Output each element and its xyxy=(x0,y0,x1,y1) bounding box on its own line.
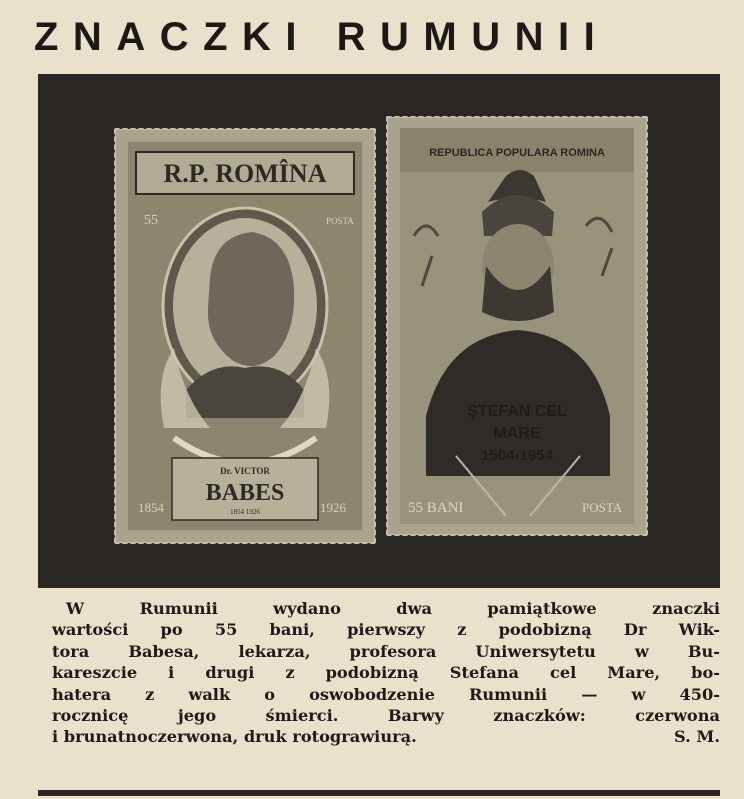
stamp-babes-year-left: 1854 xyxy=(138,500,164,515)
caption-line: rocznicę jego śmierci. Barwy znaczków: czerwona xyxy=(52,706,720,726)
stamp-babes-year-right: 1926 xyxy=(320,500,346,515)
stamp-stefan-overprint-2: MARE xyxy=(493,425,541,442)
stamp-stefan-value: 55 BANI xyxy=(408,500,464,516)
caption-line: W Rumunii wydano dwa pamiątkowe znaczki xyxy=(66,599,720,618)
stamp-babes-art xyxy=(114,128,376,544)
stamp-stefan-overprint-1: ŞTEFAN CEL xyxy=(467,403,567,420)
caption-line: wartości po 55 bani, pierwszy z podobizną Dr Wik- xyxy=(52,620,720,640)
caption-final-text: i brunatnoczerwona, druk rotograwiurą. xyxy=(52,727,417,747)
stamp-babes-value: 55 xyxy=(144,213,158,228)
stamp-babes-country: R.P. ROMÎNA xyxy=(163,159,327,188)
stamps-photo xyxy=(38,74,720,588)
caption-line: tora Babesa, lekarza, profesora Uniwersytetu w Bu- xyxy=(52,641,720,661)
page-title: ZNACZKI RUMUNII xyxy=(34,15,610,59)
stamp-babes-name: BABES xyxy=(205,480,285,506)
caption-signature: S. M. xyxy=(674,727,720,747)
stamp-babes xyxy=(114,128,376,544)
caption-line: kareszcie i drugi z podobizną Stefana cel Mare, bo- xyxy=(52,663,720,683)
stamp-babes-dates: 1854 1926 xyxy=(230,508,260,516)
stamp-stefan-overprint-3: 1504-1954 xyxy=(481,447,553,464)
stamp-stefan-posta: POSTA xyxy=(582,500,623,515)
stamp-stefan-country: REPUBLICA POPULARA ROMINA xyxy=(429,147,605,159)
bottom-rule xyxy=(38,790,720,796)
caption xyxy=(52,598,720,748)
caption-last-line xyxy=(52,726,720,747)
stamp-stefan xyxy=(386,116,648,536)
stamp-stefan-art xyxy=(386,116,648,536)
stamp-babes-firstname: Dr. VICTOR xyxy=(220,466,270,476)
stamp-babes-posta: POSTA xyxy=(326,216,354,226)
caption-line: hatera z walk o oswobodzenie Rumunii — w 450- xyxy=(52,684,720,704)
